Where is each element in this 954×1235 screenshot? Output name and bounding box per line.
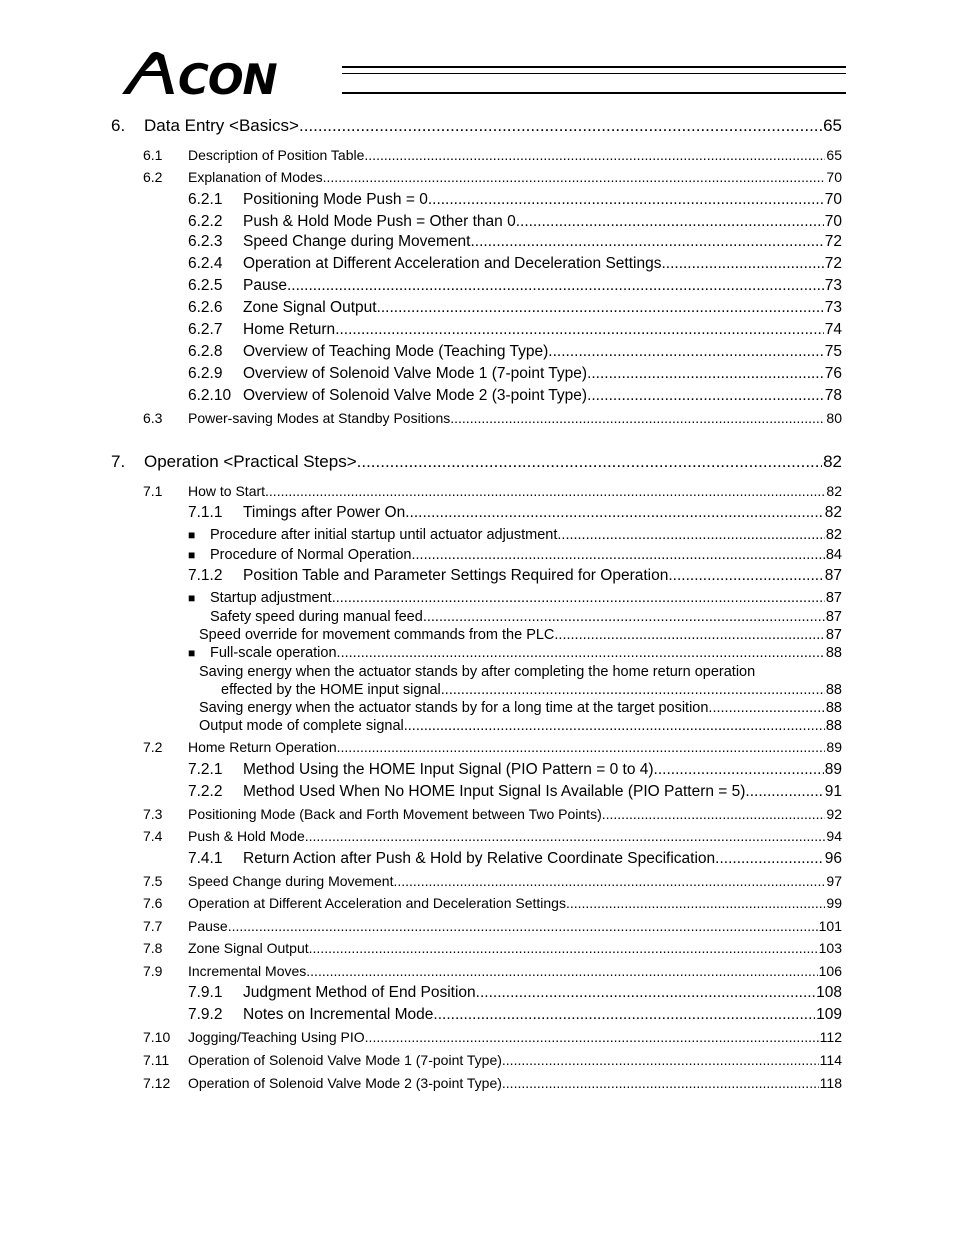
- entry-page: 87: [825, 609, 842, 625]
- toc-entry-7-10[interactable]: [143, 1029, 842, 1046]
- entry-page: 87: [824, 567, 842, 584]
- entry-title: Saving energy when the actuator stands by for a long time at the target position: [199, 700, 709, 716]
- leader-dots: [305, 828, 826, 845]
- toc-bullet-procedure-initial[interactable]: [188, 527, 842, 544]
- toc-entry-6-2-9[interactable]: [188, 365, 842, 384]
- leader-dots: [661, 255, 823, 274]
- entry-number: 7.1: [143, 483, 163, 499]
- entry-page: 75: [824, 343, 842, 360]
- toc-entry-6-2-3[interactable]: [188, 233, 842, 252]
- leader-dots: [502, 1052, 819, 1069]
- entry-number: 7.2.1: [188, 761, 223, 778]
- entry-title: Positioning Mode (Back and Forth Movement between Two Points): [188, 806, 602, 822]
- entry-page: 82: [823, 452, 842, 471]
- entry-title: Operation <Practical Steps>: [144, 452, 357, 471]
- toc-entry-7-3[interactable]: [143, 806, 842, 823]
- toc-item-saving-target[interactable]: [199, 700, 842, 717]
- entry-title: Procedure of Normal Operation: [210, 547, 412, 563]
- leader-dots: [332, 590, 825, 607]
- leader-dots: [335, 321, 824, 340]
- entry-number: 7.7: [143, 918, 163, 934]
- entry-page: 88: [825, 645, 842, 661]
- entry-number: 7.6: [143, 895, 163, 911]
- leader-dots: [708, 700, 824, 717]
- toc-entry-7-1-1[interactable]: [188, 504, 842, 523]
- entry-number: 6.2.6: [188, 299, 223, 316]
- leader-dots: [502, 1075, 819, 1092]
- entry-number: 7.9: [143, 963, 163, 979]
- leader-dots: [602, 806, 826, 823]
- entry-title: Power-saving Modes at Standby Positions: [188, 410, 451, 426]
- toc-entry-7-1[interactable]: [143, 483, 842, 500]
- entry-page: 109: [816, 1006, 842, 1023]
- entry-number: 7.4: [143, 828, 163, 844]
- leader-dots: [566, 895, 825, 912]
- entry-page: 72: [824, 233, 842, 250]
- toc-entry-7-4-1[interactable]: [188, 850, 842, 869]
- leader-dots: [654, 761, 824, 780]
- entry-page: 94: [826, 828, 842, 844]
- entry-page: 70: [826, 169, 842, 185]
- leader-dots: [323, 169, 826, 186]
- leader-dots: [404, 718, 825, 735]
- entry-title: Positioning Mode Push = 0: [243, 191, 428, 208]
- entry-title: Position Table and Parameter Settings Required for Operation: [243, 567, 669, 584]
- toc-entry-7-2-2[interactable]: [188, 783, 842, 802]
- toc-entry-7-2[interactable]: [143, 739, 842, 756]
- leader-dots: [365, 1029, 819, 1046]
- leader-dots: [412, 547, 825, 564]
- entry-page: 97: [826, 873, 842, 889]
- entry-title: Operation of Solenoid Valve Mode 2 (3-point Type): [188, 1075, 502, 1091]
- entry-page: 91: [824, 783, 842, 800]
- leader-dots: [287, 277, 824, 296]
- entry-number: 6.2: [143, 169, 163, 185]
- toc-entry-6[interactable]: [111, 116, 842, 136]
- entry-number: 7.4.1: [188, 850, 223, 867]
- entry-page: 65: [823, 116, 842, 135]
- entry-title: Overview of Teaching Mode (Teaching Type): [243, 343, 549, 360]
- entry-title: Description of Position Table: [188, 147, 365, 163]
- entry-page: 88: [825, 718, 842, 734]
- entry-page: 101: [818, 918, 842, 934]
- entry-title: Explanation of Modes: [188, 169, 323, 185]
- toc-entry-6-3[interactable]: [143, 410, 842, 427]
- toc-entry-6-2-7[interactable]: [188, 321, 842, 340]
- entry-number: 7.2: [143, 739, 163, 755]
- entry-page: 73: [824, 299, 842, 316]
- entry-title: Operation of Solenoid Valve Mode 1 (7-point Type): [188, 1052, 502, 1068]
- leader-dots: [423, 609, 825, 626]
- toc-entry-7[interactable]: [111, 452, 842, 472]
- leader-dots: [405, 504, 824, 523]
- entry-page: 72: [824, 255, 842, 272]
- entry-title: Data Entry <Basics>: [144, 116, 299, 135]
- leader-dots: [745, 783, 823, 802]
- entry-title: Output mode of complete signal: [199, 718, 404, 734]
- entry-title: effected by the HOME input signal: [221, 682, 441, 698]
- entry-title: Zone Signal Output: [243, 299, 377, 316]
- entry-page: 87: [825, 627, 842, 643]
- entry-page: 92: [826, 806, 842, 822]
- toc-bullet-startup[interactable]: [188, 590, 842, 607]
- entry-title: Method Used When No HOME Input Signal Is Available (PIO Pattern = 5): [243, 783, 746, 800]
- entry-title: Pause: [188, 918, 228, 934]
- entry-page: 82: [825, 527, 842, 543]
- entry-title: Speed Change during Movement: [188, 873, 394, 889]
- leader-dots: [364, 147, 825, 164]
- entry-page: 88: [825, 700, 842, 716]
- leader-dots: [470, 233, 823, 252]
- entry-title: Speed Change during Movement: [243, 233, 471, 250]
- leader-dots: [228, 918, 818, 935]
- leader-dots: [476, 984, 815, 1003]
- entry-page: 82: [826, 483, 842, 499]
- leader-dots: [715, 850, 824, 869]
- entry-title: Jogging/Teaching Using PIO: [188, 1029, 365, 1045]
- entry-title: Method Using the HOME Input Signal (PIO Pattern = 0 to 4): [243, 761, 654, 778]
- entry-title: Notes on Incremental Mode: [243, 1006, 434, 1023]
- entry-number: 7.1.1: [188, 504, 223, 521]
- entry-number: 6.3: [143, 410, 163, 426]
- toc-item-saving-home[interactable]: [221, 682, 842, 699]
- entry-number: 7.9.2: [188, 1006, 223, 1023]
- toc-entry-7-12[interactable]: [143, 1075, 842, 1092]
- leader-dots: [299, 116, 822, 136]
- entry-title: Procedure after initial startup until actuator adjustment: [210, 527, 558, 543]
- toc-item-speed-override[interactable]: [199, 627, 842, 644]
- leader-dots: [554, 627, 824, 644]
- entry-page: 84: [825, 547, 842, 563]
- entry-number: 7.1.2: [188, 567, 223, 584]
- leader-dots: [587, 387, 824, 406]
- entry-title: Timings after Power On: [243, 504, 406, 521]
- entry-page: 106: [818, 963, 842, 979]
- toc-entry-7-9-2[interactable]: [188, 1006, 842, 1025]
- toc-entry-7-5[interactable]: [143, 873, 842, 890]
- entry-title: Speed override for movement commands from the PLC: [199, 627, 555, 643]
- entry-page: 112: [819, 1029, 842, 1045]
- entry-number: 6.2.10: [188, 387, 232, 404]
- entry-number: 6.2.4: [188, 255, 223, 272]
- entry-title: Safety speed during manual feed: [210, 609, 423, 625]
- leader-dots: [337, 739, 826, 756]
- entry-title: Return Action after Push & Hold by Relative Coordinate Specification: [243, 850, 716, 867]
- leader-dots: [587, 365, 824, 384]
- entry-page: 89: [824, 761, 842, 778]
- entry-number: 7.12: [143, 1075, 171, 1091]
- entry-title: Startup adjustment: [210, 590, 332, 606]
- bullet-square-icon: ■: [188, 528, 196, 542]
- entry-number: 7.3: [143, 806, 163, 822]
- entry-page: 87: [825, 590, 842, 606]
- leader-dots: [441, 682, 825, 699]
- leader-dots: [377, 299, 824, 318]
- toc-entry-7-9-1[interactable]: [188, 984, 842, 1003]
- toc-entry-6-1[interactable]: [143, 147, 842, 164]
- entry-title: Overview of Solenoid Valve Mode 2 (3-point Type): [243, 387, 588, 404]
- entry-title: Full-scale operation: [210, 645, 337, 661]
- entry-title: Push & Hold Mode: [188, 828, 305, 844]
- entry-number: 6.: [111, 116, 126, 135]
- entry-title: Overview of Solenoid Valve Mode 1 (7-point Type): [243, 365, 588, 382]
- entry-number: 6.2.8: [188, 343, 223, 360]
- svg-text:CON: CON: [178, 55, 277, 98]
- entry-title: How to Start: [188, 483, 266, 499]
- bullet-square-icon: ■: [188, 548, 196, 562]
- entry-title: Operation at Different Acceleration and Deceleration Settings: [243, 255, 662, 272]
- leader-dots: [516, 213, 824, 232]
- leader-dots: [428, 191, 824, 210]
- entry-page: 78: [824, 387, 842, 404]
- leader-dots: [433, 1006, 815, 1025]
- toc-entry-7-11[interactable]: [143, 1052, 842, 1069]
- leader-dots: [557, 527, 824, 544]
- entry-title: Judgment Method of End Position: [243, 984, 476, 1001]
- entry-title: Push & Hold Mode Push = Other than 0: [243, 213, 516, 230]
- leader-dots: [306, 963, 817, 980]
- entry-page: 70: [824, 191, 842, 208]
- entry-number: 6.2.2: [188, 213, 223, 230]
- toc-bullet-fullscale[interactable]: [188, 645, 842, 662]
- entry-number: 7.2.2: [188, 783, 223, 800]
- entry-page: 73: [824, 277, 842, 294]
- entry-page: 89: [826, 739, 842, 755]
- leader-dots: [668, 567, 823, 586]
- entry-title: Home Return: [243, 321, 336, 338]
- entry-number: 6.2.9: [188, 365, 223, 382]
- toc-item-output-mode[interactable]: [199, 718, 842, 735]
- toc-entry-6-2-2[interactable]: [188, 213, 842, 232]
- entry-page: 96: [824, 850, 842, 867]
- leader-dots: [357, 452, 822, 472]
- entry-number: 6.1: [143, 147, 163, 163]
- entry-number: 7.: [111, 452, 126, 471]
- entry-title: Zone Signal Output: [188, 940, 309, 956]
- toc-entry-6-2[interactable]: [143, 169, 842, 186]
- entry-number: 7.11: [143, 1052, 170, 1068]
- entry-page: 82: [824, 504, 842, 521]
- toc-entry-6-2-8[interactable]: [188, 343, 842, 362]
- toc-entry-7-2-1[interactable]: [188, 761, 842, 780]
- entry-number: 7.10: [143, 1029, 171, 1045]
- leader-dots: [450, 410, 825, 427]
- entry-title: Operation at Different Acceleration and Deceleration Settings: [188, 895, 566, 911]
- entry-page: 65: [826, 147, 842, 163]
- entry-number: 6.2.5: [188, 277, 223, 294]
- leader-dots: [309, 940, 818, 957]
- toc-item-safety-speed[interactable]: [210, 609, 842, 626]
- entry-page: 114: [819, 1052, 842, 1068]
- leader-dots: [393, 873, 825, 890]
- bullet-square-icon: ■: [188, 646, 196, 660]
- leader-dots: [337, 645, 825, 662]
- toc-entry-6-2-5[interactable]: [188, 277, 842, 296]
- entry-page: 76: [824, 365, 842, 382]
- entry-page: 70: [824, 213, 842, 230]
- toc-entry-7-1-2[interactable]: [188, 567, 842, 586]
- entry-number: 7.5: [143, 873, 163, 889]
- toc-entry-7-8[interactable]: [143, 940, 842, 957]
- bullet-square-icon: ■: [188, 591, 196, 605]
- entry-page: 99: [826, 895, 842, 911]
- toc-entry-6-2-1[interactable]: [188, 191, 842, 210]
- entry-page: 103: [818, 940, 842, 956]
- entry-number: 6.2.3: [188, 233, 223, 250]
- entry-page: 108: [816, 984, 842, 1001]
- toc-entry-6-2-10[interactable]: [188, 387, 842, 406]
- toc-entry-7-7[interactable]: [143, 918, 842, 935]
- entry-number: 6.2.1: [188, 191, 223, 208]
- leader-dots: [548, 343, 823, 362]
- toc-entry-7-4[interactable]: [143, 828, 842, 845]
- entry-page: 80: [826, 410, 842, 426]
- toc-entry-6-2-6[interactable]: [188, 299, 842, 318]
- toc-entry-7-6[interactable]: [143, 895, 842, 912]
- toc-item-saving-home-line1: Saving energy when the actuator stands by after completing the home return operation: [199, 664, 756, 680]
- entry-title: Home Return Operation: [188, 739, 337, 755]
- toc-entry-7-9[interactable]: [143, 963, 842, 980]
- entry-page: 74: [824, 321, 842, 338]
- entry-page: 118: [819, 1075, 842, 1091]
- toc-entry-6-2-4[interactable]: [188, 255, 842, 274]
- entry-title: Pause: [243, 277, 287, 294]
- leader-dots: [265, 483, 825, 500]
- entry-number: 6.2.7: [188, 321, 223, 338]
- entry-title: Incremental Moves: [188, 963, 307, 979]
- entry-number: 7.8: [143, 940, 163, 956]
- toc-bullet-procedure-normal[interactable]: [188, 547, 842, 564]
- entry-page: 88: [825, 682, 842, 698]
- entry-number: 7.9.1: [188, 984, 223, 1001]
